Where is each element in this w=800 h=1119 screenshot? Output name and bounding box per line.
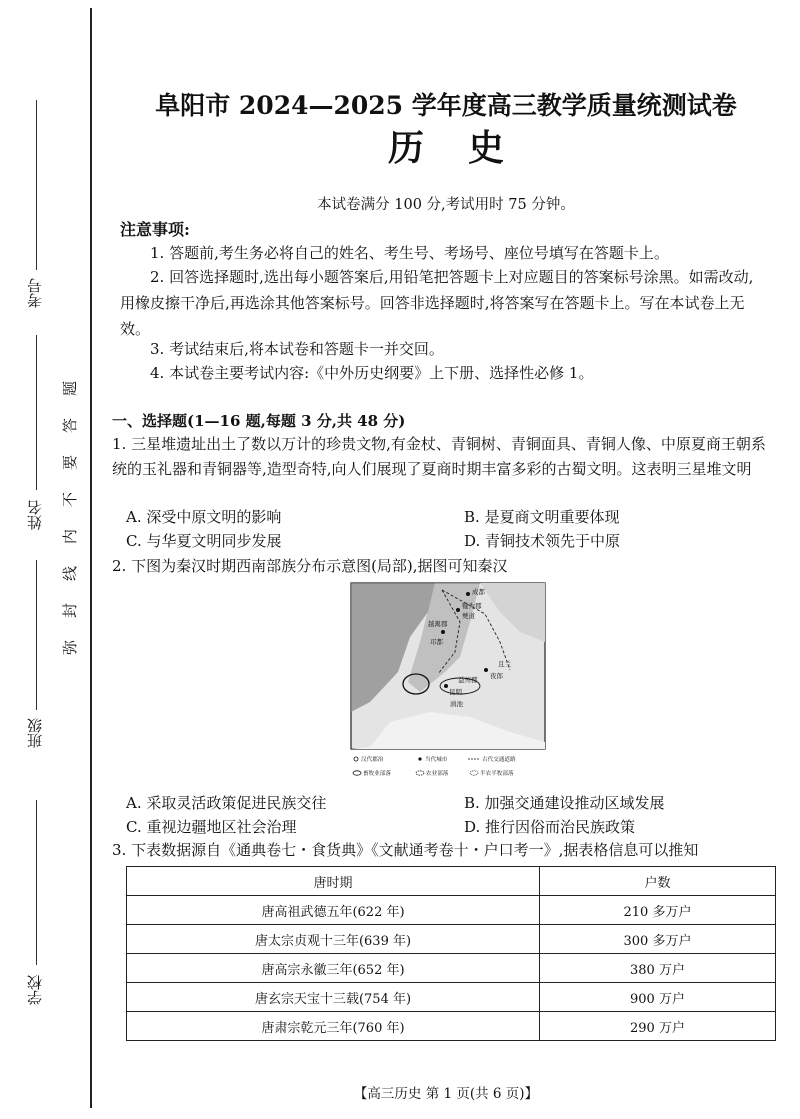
table-header: 唐时期 (127, 867, 540, 896)
legend-symbol (354, 757, 358, 761)
question-2-option-b[interactable]: B. 加强交通建设推动区域发展 (464, 794, 665, 812)
name-line (36, 335, 37, 490)
legend-symbol (470, 771, 478, 775)
class-label: 班级 (26, 718, 44, 748)
seal-char: 内 (61, 528, 80, 545)
table-row (127, 983, 776, 1012)
map-label: 益州郡 (458, 676, 478, 684)
legend-symbol (353, 771, 361, 775)
table-row (127, 925, 776, 954)
seal-char: 线 (61, 565, 80, 582)
notice-item: 2. 回答选择题时,选出每小题答案后,用铅笔把答题卡上对应题目的答案标号涂黑。如需改动,用橡皮擦干净后,再选涂其他答案标号。回答非选择题时,将答案写在答题卡上。写在本试卷上无效。 (120, 268, 754, 338)
notice-item: 4. 本试卷主要考试内容:《中外历史纲要》上下册、选择性必修 1。 (150, 364, 594, 382)
exam-no-label: 考号 (26, 278, 44, 308)
question-2-option-a[interactable]: A. 采取灵活政策促进民族交往 (126, 794, 327, 812)
exam-info: 本试卷满分 100 分,考试用时 75 分钟。 (317, 197, 575, 213)
map-label: 滇池 (450, 700, 463, 708)
question-2-stem: 2. 下图为秦汉时期西南部族分布示意图(局部),据图可知秦汉 (112, 557, 508, 575)
map-label: 犍为郡 (462, 602, 482, 610)
map-label: 越嶲郡 (428, 620, 448, 628)
map-city-dot (466, 592, 470, 596)
legend-item: 汉代郡治 (361, 757, 384, 763)
exam-no-line (36, 100, 37, 270)
map-city-dot (444, 684, 448, 688)
seal-char: 答 (61, 417, 80, 434)
legend-symbol (416, 771, 424, 775)
seal-char: 封 (61, 602, 80, 619)
seal-char: 不 (61, 491, 80, 508)
map-label: 僰道 (462, 612, 475, 620)
notice-item: 3. 考试结束后,将本试卷和答题卡一并交回。 (150, 340, 444, 358)
notice-heading: 注意事项: (120, 220, 190, 239)
table-header: 户数 (540, 867, 776, 896)
table-cell: 300 多万户 (540, 925, 776, 954)
binding-margin (0, 0, 92, 1119)
class-line (36, 560, 37, 710)
question-3-stem: 3. 下表数据源自《通典卷七・食货典》《文献通考卷十・户口考一》,据表格信息可以推知 (112, 841, 699, 859)
map-city-dot (484, 668, 488, 672)
seal-line-text (61, 378, 80, 658)
southwest-tribes-map (350, 582, 546, 782)
school-line (36, 800, 37, 965)
map-label: 夜郎 (490, 672, 503, 680)
question-1-stem: 1. 三星堆遗址出土了数以万计的珍贵文物,有金杖、青铜树、青铜面具、青铜人像、中原夏商王朝系统的玉礼器和青铜器等,造型奇特,向人们展现了夏商时期丰富多彩的古蜀文明。这表明三星堆文明 (112, 435, 766, 478)
legend-item: 古代交通道路 (482, 757, 516, 763)
map-city-dot (441, 630, 445, 634)
table-cell: 900 万户 (540, 983, 776, 1012)
table-cell: 290 万户 (540, 1012, 776, 1041)
question-2-option-d[interactable]: D. 推行因俗而治民族政策 (464, 818, 636, 836)
table-row (127, 1012, 776, 1041)
school-label: 学校 (26, 975, 44, 1005)
table-cell: 唐太宗贞观十三年(639 年) (127, 925, 540, 954)
legend-item: 当代城市 (425, 757, 448, 763)
table-cell: 唐高祖武德五年(622 年) (127, 896, 540, 925)
name-label: 姓名 (26, 500, 44, 530)
exam-subject: 历史 (387, 127, 548, 169)
legend-item: 畜牧业部落 (363, 771, 391, 777)
map-city-dot (456, 608, 460, 612)
table-cell: 380 万户 (540, 954, 776, 983)
question-1-option-a[interactable]: A. 深受中原文明的影响 (126, 508, 282, 526)
map-label: 成都 (472, 588, 485, 596)
table-cell: 唐高宗永徽三年(652 年) (127, 954, 540, 983)
seal-char: 弥 (61, 639, 80, 656)
exam-title: 阜阳市 2024—2025 学年度高三教学质量统测试卷 (155, 91, 737, 120)
page-footer: 【高三历史 第 1 页(共 6 页)】 (353, 1086, 539, 1102)
question-1-option-c[interactable]: C. 与华夏文明同步发展 (126, 532, 282, 550)
question-2-option-c[interactable]: C. 重视边疆地区社会治理 (126, 818, 297, 836)
table-row (127, 954, 776, 983)
legend-symbol (418, 757, 421, 760)
table-row (127, 896, 776, 925)
binding-divider (90, 8, 92, 1108)
seal-char: 题 (61, 380, 80, 397)
legend-item: 半农半牧部落 (480, 771, 514, 777)
seal-char: 要 (61, 454, 80, 471)
notice-item: 1. 答题前,考生务必将自己的姓名、考生号、考场号、座位号填写在答题卡上。 (150, 244, 669, 262)
table-header-row (127, 867, 776, 896)
section-heading: 一、选择题(1—16 题,每题 3 分,共 48 分) (112, 412, 406, 430)
map-label: 邛都 (430, 638, 443, 646)
table-cell: 210 多万户 (540, 896, 776, 925)
households-table (126, 866, 776, 1041)
question-1-option-d[interactable]: D. 青铜技术领先于中原 (464, 532, 621, 550)
map-label: 且兰 (498, 660, 511, 668)
table-cell: 唐肃宗乾元三年(760 年) (127, 1012, 540, 1041)
map-label: 昆明 (449, 688, 462, 696)
table-cell: 唐玄宗天宝十三载(754 年) (127, 983, 540, 1012)
question-1-option-b[interactable]: B. 是夏商文明重要体现 (464, 508, 620, 526)
legend-item: 农业部落 (426, 771, 449, 777)
